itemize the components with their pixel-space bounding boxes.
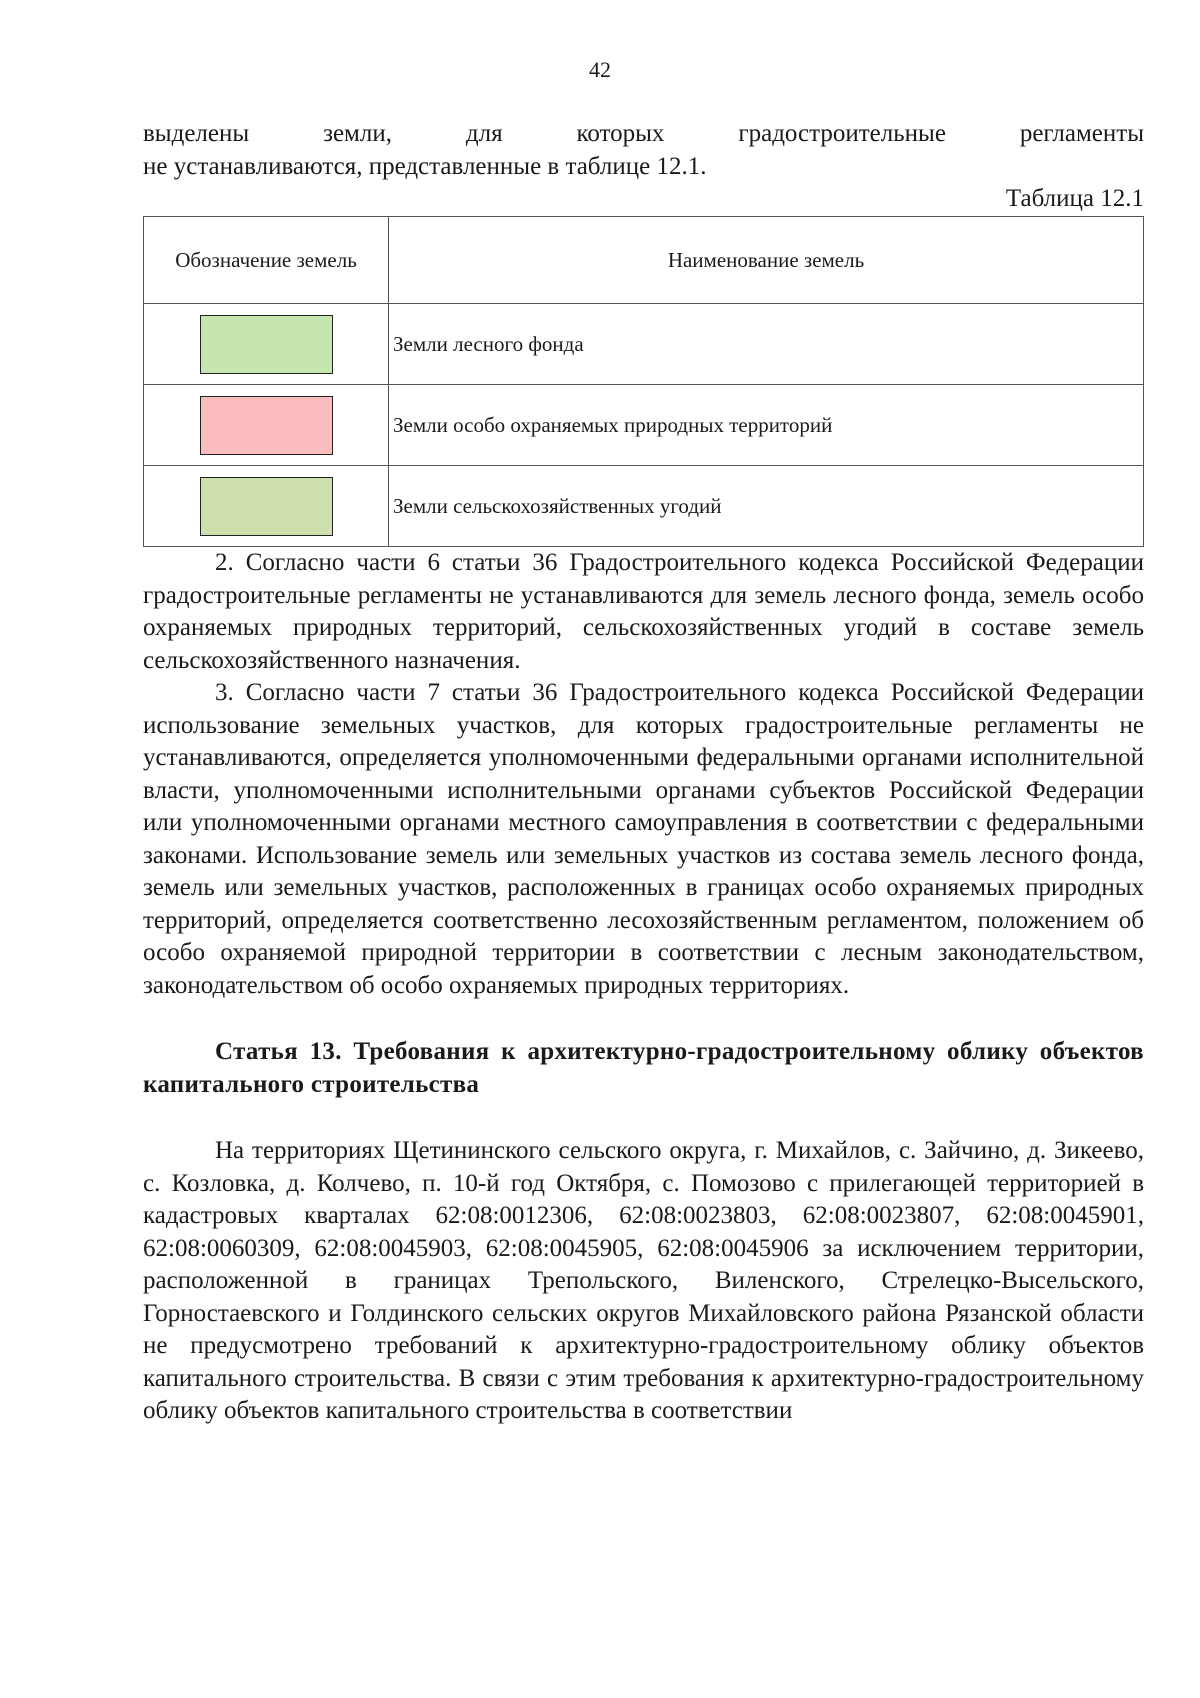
paragraph-2: 2. Согласно части 6 статьи 36 Градостроительного кодекса Российской Федерации градостроительные регламенты не устанавливаются для земель лесного фонда, земель особо охраняемых природных территорий, сельскохозяйственных угодий в составе земель сельскохозяйственного назначения.: [143, 549, 1144, 674]
protected-territory-swatch: [200, 396, 333, 455]
intro-line-2: не устанавливаются, представленные в таблице 12.1.: [143, 152, 707, 180]
article-heading: Статья 13. Требования к архитектурно-градостроительному облику объектов капитального строительства: [143, 1038, 1144, 1098]
swatch-cell: [144, 466, 389, 547]
header-designation: Обозначение земель: [144, 217, 389, 304]
table-row: [144, 466, 1144, 547]
page-content: [143, 118, 1144, 1428]
paragraph-3: 3. Согласно части 7 статьи 36 Градостроительного кодекса Российской Федерации использование земельных участков, для которых градостроительные регламенты не устанавливаются, определяется уполномоченными федеральными органами исполнительной власти, уполномоченными исполнительными органами субъектов Российской Федерации или уполномоченными органами местного самоуправления в соответствии с федеральными законами. Использование земель или земельных участков из состава земель лесного фонда, земель или земельных участков, расположенных в границах особо охраняемых природных территорий, определяется соответственно лесохозяйственным регламентом, положением об особо охраняемой природной территории в соответствии с лесным законодательством, законодательством об особо охраняемых природных территориях.: [143, 679, 1144, 999]
table-row: [144, 304, 1144, 385]
land-name: Земли особо охраняемых природных территорий: [389, 385, 1144, 466]
lands-table: [143, 216, 1144, 547]
swatch-cell: [144, 385, 389, 466]
table-caption: Таблица 12.1: [1005, 185, 1144, 212]
table-row: [144, 385, 1144, 466]
land-name: Земли сельскохозяйственных угодий: [389, 466, 1144, 547]
land-name: Земли лесного фонда: [389, 304, 1144, 385]
swatch-cell: [144, 304, 389, 385]
intro-line-1: выделены земли, для которых градостроительные регламенты: [143, 120, 1144, 147]
header-land-name: Наименование земель: [389, 217, 1144, 304]
page-number: 42: [589, 57, 611, 82]
agricultural-land-swatch: [200, 477, 333, 536]
forest-land-swatch: [200, 315, 333, 374]
table-header-row: [144, 217, 1144, 304]
article-paragraph: На территориях Щетининского сельского округа, г. Михайлов, с. Зайчино, д. Зикеево, с. Козловка, д. Колчево, п. 10-й год Октября, с. Помозово с прилегающей территорией в кадастровых кварталах 62:08:0012306, 62:08:0023803, 62:08:0023807, 62:08:0045901, 62:08:0060309, 62:08:0045903, 62:08:0045905, 62:08:0045906 за исключением территории, расположенной в границах Трепольского, Виленского, Стрелецко-Высельского, Горностаевского и Голдинского сельских округов Михайловского района Рязанской области не предусмотрено требований к архитектурно-градостроительному облику объектов капитального строительства. В связи с этим требования к архитектурно-градостроительному облику объектов капитального строительства в соответствии: [143, 1137, 1144, 1424]
